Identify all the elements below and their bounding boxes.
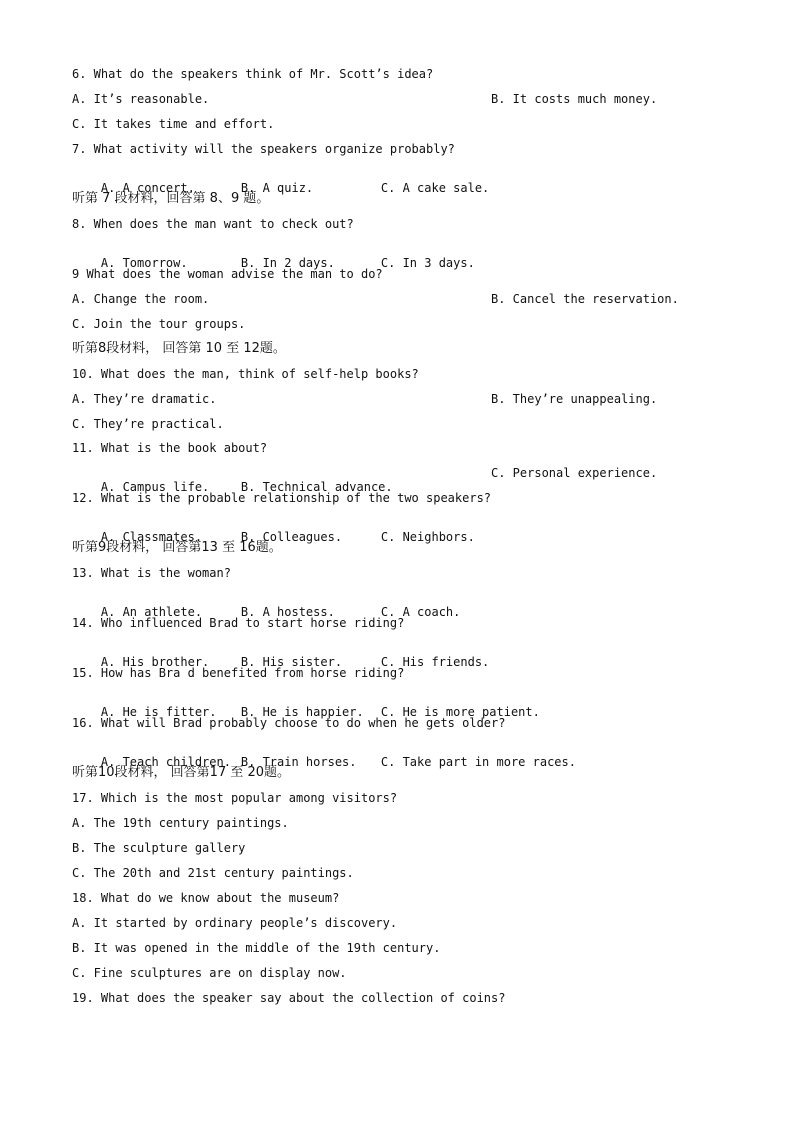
q11-option-a: A. Campus life. bbox=[100, 480, 210, 494]
question-16: 16. What will Brad probably choose to do when he gets older? bbox=[72, 716, 506, 730]
q18-option-c: C. Fine sculptures are on display now. bbox=[72, 966, 347, 980]
question-12: 12. What is the probable relationship of the two speakers? bbox=[72, 491, 492, 505]
q17-option-a: A. The 19th century paintings. bbox=[72, 816, 289, 830]
q13-option-b: B. A hostess. bbox=[240, 605, 335, 619]
question-14: 14. Who influenced Brad to start horse riding? bbox=[72, 616, 405, 630]
q18-option-b: B. It was opened in the middle of the 19th century. bbox=[72, 941, 441, 955]
question-15: 15. How has Bra d benefited from horse riding? bbox=[72, 666, 405, 680]
q13-option-c: C. A coach. bbox=[380, 605, 461, 619]
q16-option-a: A. Teach children. bbox=[100, 755, 231, 769]
q11-option-b: B. Technical advance. bbox=[240, 480, 393, 494]
q18-option-a: A. It started by ordinary people’s discovery. bbox=[72, 916, 398, 930]
q10-option-a: A. They’re dramatic. bbox=[72, 392, 217, 406]
question-7: 7. What activity will the speakers organize probably? bbox=[72, 142, 455, 156]
q13-option-a: A. An athlete. bbox=[100, 605, 203, 619]
section-heading-7: 听第 7 段材料，回答第 8、9 题。 bbox=[72, 191, 270, 206]
question-6: 6. What do the speakers think of Mr. Scott’s idea? bbox=[72, 67, 434, 81]
question-13: 13. What is the woman? bbox=[72, 566, 231, 580]
q8-option-c: C. In 3 days. bbox=[380, 256, 475, 270]
q15-option-a: A. He is fitter. bbox=[100, 705, 217, 719]
q6-option-c: C. It takes time and effort. bbox=[72, 117, 275, 131]
section-heading-9: 听第9段材料， 回答第13 至 16题。 bbox=[72, 540, 282, 555]
q9-option-b: B. Cancel the reservation. bbox=[491, 292, 679, 306]
q8-option-b: B. In 2 days. bbox=[240, 256, 335, 270]
q17-option-c: C. The 20th and 21st century paintings. bbox=[72, 866, 354, 880]
q12-option-a: A. Classmates. bbox=[100, 530, 203, 544]
q15-option-b: B. He is happier. bbox=[240, 705, 364, 719]
q7-option-c: C. A cake sale. bbox=[380, 181, 490, 195]
q10-option-c: C. They’re practical. bbox=[72, 417, 224, 431]
question-18: 18. What do we know about the museum? bbox=[72, 891, 340, 905]
q8-option-a: A. Tomorrow. bbox=[100, 256, 188, 270]
question-8: 8. When does the man want to check out? bbox=[72, 217, 354, 231]
q12-option-c: C. Neighbors. bbox=[380, 530, 475, 544]
q14-option-a: A. His brother. bbox=[100, 655, 210, 669]
section-heading-8: 听第8段材料， 回答第 10 至 12题。 bbox=[72, 341, 286, 356]
question-9: 9 What does the woman advise the man to do? bbox=[72, 267, 383, 281]
q14-option-b: B. His sister. bbox=[240, 655, 343, 669]
q6-option-a: A. It’s reasonable. bbox=[72, 92, 210, 106]
q16-option-c: C. Take part in more races. bbox=[380, 755, 576, 769]
q11-option-c: C. Personal experience. bbox=[491, 466, 658, 480]
q10-option-b: B. They’re unappealing. bbox=[491, 392, 658, 406]
section-heading-10: 听第10段材料， 回答第17 至 20题。 bbox=[72, 765, 291, 780]
q14-option-c: C. His friends. bbox=[380, 655, 490, 669]
question-11: 11. What is the book about? bbox=[72, 441, 268, 455]
q7-option-a: A. A concert. bbox=[100, 181, 195, 195]
question-19: 19. What does the speaker say about the collection of coins? bbox=[72, 991, 506, 1005]
q7-option-b: B. A quiz. bbox=[240, 181, 314, 195]
question-17: 17. Which is the most popular among visitors? bbox=[72, 791, 398, 805]
question-10: 10. What does the man, think of self-help books? bbox=[72, 367, 419, 381]
q17-option-b: B. The sculpture gallery bbox=[72, 841, 246, 855]
q16-option-b: B. Train horses. bbox=[240, 755, 357, 769]
q9-option-c: C. Join the tour groups. bbox=[72, 317, 246, 331]
q6-option-b: B. It costs much money. bbox=[491, 92, 658, 106]
q12-option-b: B. Colleagues. bbox=[240, 530, 343, 544]
q15-option-c: C. He is more patient. bbox=[380, 705, 540, 719]
q9-option-a: A. Change the room. bbox=[72, 292, 210, 306]
